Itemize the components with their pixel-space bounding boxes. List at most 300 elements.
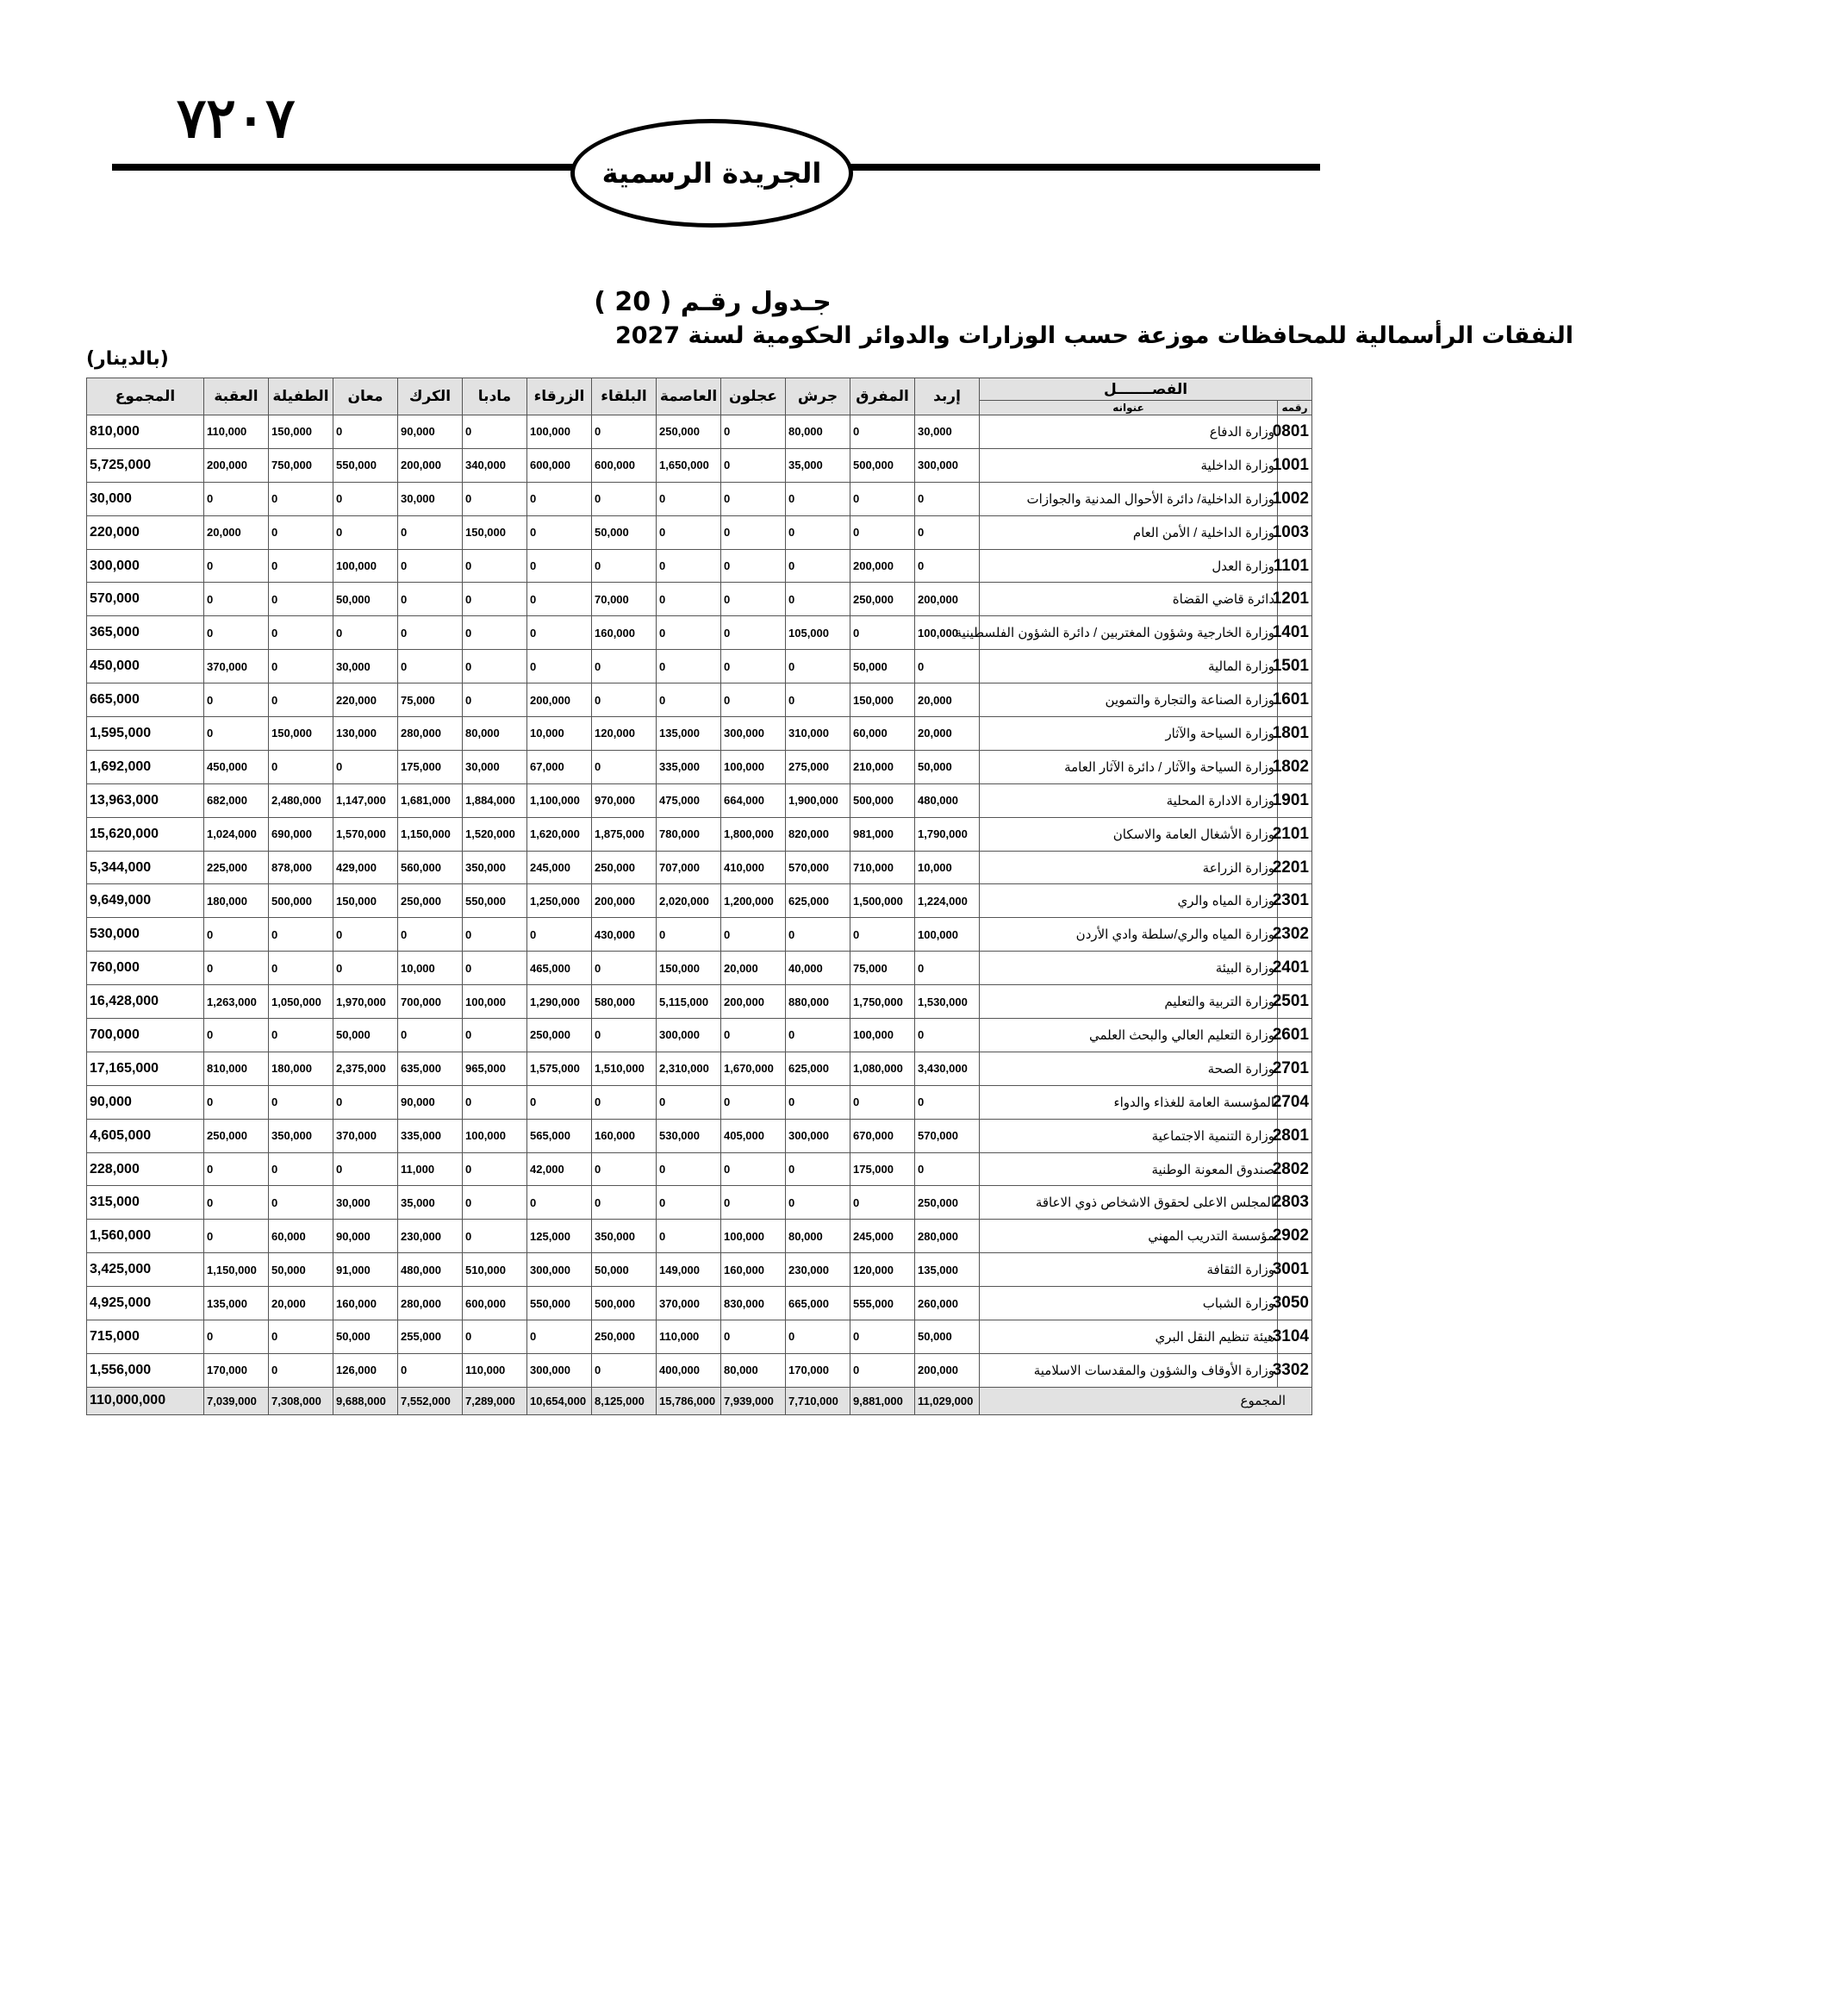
publication-name: الجريدة الرسمية — [570, 119, 853, 228]
value-cell: 780,000 — [657, 817, 721, 851]
total-cell: 10,654,000 — [527, 1387, 592, 1414]
value-cell: 0 — [463, 583, 527, 616]
value-cell: 1,200,000 — [721, 884, 786, 918]
value-cell: 335,000 — [657, 750, 721, 783]
value-cell: 11,000 — [398, 1152, 463, 1186]
row-code: 1501 — [1278, 650, 1312, 683]
row-total: 760,000 — [87, 952, 204, 985]
value-cell: 0 — [592, 1152, 657, 1186]
value-cell: 550,000 — [527, 1287, 592, 1320]
row-name: وزارة الشباب — [980, 1287, 1278, 1320]
value-cell: 1,800,000 — [721, 817, 786, 851]
value-cell: 3,430,000 — [915, 1052, 980, 1085]
row-name: مؤسسة التدريب المهني — [980, 1220, 1278, 1253]
value-cell: 0 — [657, 918, 721, 952]
value-cell: 275,000 — [786, 750, 850, 783]
table-row — [87, 515, 1312, 549]
value-cell: 0 — [850, 415, 915, 449]
value-cell: 280,000 — [398, 1287, 463, 1320]
value-cell: 20,000 — [204, 515, 269, 549]
row-total: 700,000 — [87, 1019, 204, 1052]
table-row — [87, 616, 1312, 650]
value-cell: 0 — [398, 650, 463, 683]
value-cell: 0 — [527, 1085, 592, 1119]
value-cell: 0 — [850, 1320, 915, 1354]
row-name: المجلس الاعلى لحقوق الاشخاص ذوي الاعاقة — [980, 1186, 1278, 1220]
value-cell: 0 — [463, 1320, 527, 1354]
value-cell: 0 — [721, 448, 786, 482]
header-chapter: الفصـــــــل — [980, 378, 1312, 401]
value-cell: 0 — [463, 415, 527, 449]
row-code: 2803 — [1278, 1186, 1312, 1220]
value-cell: 0 — [592, 650, 657, 683]
table-row — [87, 448, 1312, 482]
row-name: وزارة الأوقاف والشؤون والمقدسات الاسلامية — [980, 1353, 1278, 1387]
value-cell: 370,000 — [333, 1119, 398, 1152]
row-name: وزارة المالية — [980, 650, 1278, 683]
table-row — [87, 415, 1312, 449]
row-code: 2802 — [1278, 1152, 1312, 1186]
header-total: المجموع — [87, 378, 204, 415]
value-cell: 0 — [592, 482, 657, 515]
header-governorate: المفرق — [850, 378, 915, 415]
value-cell: 75,000 — [850, 952, 915, 985]
value-cell: 500,000 — [850, 448, 915, 482]
row-name: صندوق المعونة الوطنية — [980, 1152, 1278, 1186]
value-cell: 550,000 — [333, 448, 398, 482]
header-governorate: العقبة — [204, 378, 269, 415]
row-code: 2201 — [1278, 851, 1312, 884]
value-cell: 0 — [786, 1152, 850, 1186]
value-cell: 0 — [204, 1019, 269, 1052]
value-cell: 500,000 — [269, 884, 333, 918]
value-cell: 0 — [463, 952, 527, 985]
header-governorate: البلقاء — [592, 378, 657, 415]
value-cell: 170,000 — [204, 1353, 269, 1387]
value-cell: 1,150,000 — [398, 817, 463, 851]
row-total: 665,000 — [87, 683, 204, 717]
value-cell: 0 — [463, 1220, 527, 1253]
value-cell: 250,000 — [398, 884, 463, 918]
value-cell: 0 — [657, 616, 721, 650]
value-cell: 0 — [721, 1019, 786, 1052]
table-row — [87, 1186, 1312, 1220]
value-cell: 1,575,000 — [527, 1052, 592, 1085]
value-cell: 80,000 — [721, 1353, 786, 1387]
row-name: هيئة تنظيم النقل البري — [980, 1320, 1278, 1354]
value-cell: 135,000 — [915, 1253, 980, 1287]
value-cell: 0 — [527, 650, 592, 683]
value-cell: 1,510,000 — [592, 1052, 657, 1085]
value-cell: 50,000 — [333, 583, 398, 616]
value-cell: 0 — [204, 1320, 269, 1354]
value-cell: 0 — [463, 683, 527, 717]
table-row — [87, 1152, 1312, 1186]
value-cell: 50,000 — [269, 1253, 333, 1287]
header-name: عنوانه — [980, 401, 1278, 415]
row-name: المؤسسة العامة للغذاء والدواء — [980, 1085, 1278, 1119]
row-total: 810,000 — [87, 415, 204, 449]
value-cell: 0 — [333, 918, 398, 952]
value-cell: 30,000 — [463, 750, 527, 783]
value-cell: 120,000 — [592, 717, 657, 751]
row-name: وزارة البيئة — [980, 952, 1278, 985]
row-code: 2701 — [1278, 1052, 1312, 1085]
value-cell: 200,000 — [398, 448, 463, 482]
value-cell: 710,000 — [850, 851, 915, 884]
value-cell: 160,000 — [333, 1287, 398, 1320]
value-cell: 500,000 — [592, 1287, 657, 1320]
row-code: 3104 — [1278, 1320, 1312, 1354]
value-cell: 280,000 — [915, 1220, 980, 1253]
value-cell: 0 — [333, 952, 398, 985]
value-cell: 0 — [850, 1353, 915, 1387]
value-cell: 1,520,000 — [463, 817, 527, 851]
value-cell: 70,000 — [592, 583, 657, 616]
header-governorate: إربد — [915, 378, 980, 415]
value-cell: 200,000 — [527, 683, 592, 717]
value-cell: 10,000 — [527, 717, 592, 751]
value-cell: 120,000 — [850, 1253, 915, 1287]
row-total: 13,963,000 — [87, 783, 204, 817]
value-cell: 0 — [204, 683, 269, 717]
value-cell: 50,000 — [915, 750, 980, 783]
table-row — [87, 482, 1312, 515]
value-cell: 60,000 — [850, 717, 915, 751]
value-cell: 200,000 — [915, 1353, 980, 1387]
row-total: 30,000 — [87, 482, 204, 515]
value-cell: 0 — [786, 515, 850, 549]
value-cell: 0 — [786, 683, 850, 717]
value-cell: 0 — [657, 1085, 721, 1119]
row-name: وزارة السياحة والآثار / دائرة الآثار العامة — [980, 750, 1278, 783]
value-cell: 1,080,000 — [850, 1052, 915, 1085]
value-cell: 0 — [527, 549, 592, 583]
table-row — [87, 985, 1312, 1019]
value-cell: 0 — [204, 952, 269, 985]
value-cell: 0 — [786, 918, 850, 952]
value-cell: 0 — [657, 1186, 721, 1220]
value-cell: 340,000 — [463, 448, 527, 482]
table-row — [87, 650, 1312, 683]
value-cell: 80,000 — [786, 1220, 850, 1253]
value-cell: 0 — [527, 583, 592, 616]
value-cell: 245,000 — [850, 1220, 915, 1253]
value-cell: 0 — [850, 918, 915, 952]
value-cell: 0 — [269, 549, 333, 583]
value-cell: 0 — [333, 415, 398, 449]
value-cell: 67,000 — [527, 750, 592, 783]
row-total: 5,344,000 — [87, 851, 204, 884]
value-cell: 665,000 — [786, 1287, 850, 1320]
value-cell: 35,000 — [398, 1186, 463, 1220]
value-cell: 750,000 — [269, 448, 333, 482]
value-cell: 90,000 — [398, 1085, 463, 1119]
value-cell: 149,000 — [657, 1253, 721, 1287]
value-cell: 335,000 — [398, 1119, 463, 1152]
total-cell: 9,881,000 — [850, 1387, 915, 1414]
value-cell: 0 — [657, 482, 721, 515]
row-total: 9,649,000 — [87, 884, 204, 918]
row-name: وزارة الصناعة والتجارة والتموين — [980, 683, 1278, 717]
table-body — [87, 415, 1312, 1388]
value-cell: 370,000 — [204, 650, 269, 683]
value-cell: 50,000 — [333, 1019, 398, 1052]
value-cell: 0 — [592, 1186, 657, 1220]
value-cell: 1,570,000 — [333, 817, 398, 851]
value-cell: 105,000 — [786, 616, 850, 650]
value-cell: 0 — [527, 616, 592, 650]
value-cell: 480,000 — [915, 783, 980, 817]
unit-label: (بالدينار) — [86, 348, 169, 370]
value-cell: 0 — [269, 482, 333, 515]
value-cell: 1,790,000 — [915, 817, 980, 851]
value-cell: 100,000 — [915, 918, 980, 952]
value-cell: 20,000 — [915, 717, 980, 751]
total-cell: 15,786,000 — [657, 1387, 721, 1414]
value-cell: 625,000 — [786, 884, 850, 918]
value-cell: 0 — [850, 1186, 915, 1220]
value-cell: 0 — [721, 482, 786, 515]
row-name: وزارة السياحة والآثار — [980, 717, 1278, 751]
value-cell: 175,000 — [398, 750, 463, 783]
value-cell: 0 — [269, 683, 333, 717]
header-governorate: الزرقاء — [527, 378, 592, 415]
value-cell: 0 — [527, 1186, 592, 1220]
value-cell: 225,000 — [204, 851, 269, 884]
row-code: 1801 — [1278, 717, 1312, 751]
row-code: 1802 — [1278, 750, 1312, 783]
value-cell: 0 — [592, 549, 657, 583]
value-cell: 500,000 — [850, 783, 915, 817]
grand-total-cell: 110,000,000 — [87, 1387, 204, 1414]
value-cell: 150,000 — [269, 415, 333, 449]
value-cell: 50,000 — [592, 515, 657, 549]
row-total: 1,595,000 — [87, 717, 204, 751]
value-cell: 0 — [786, 1320, 850, 1354]
row-total: 300,000 — [87, 549, 204, 583]
value-cell: 0 — [463, 1019, 527, 1052]
table-row — [87, 1353, 1312, 1387]
value-cell: 0 — [269, 1320, 333, 1354]
table-subtitle: النفقات الرأسمالية للمحافظات موزعة حسب الوزارات والدوائر الحكومية لسنة 2027 — [614, 322, 1574, 349]
value-cell: 0 — [786, 1085, 850, 1119]
value-cell: 670,000 — [850, 1119, 915, 1152]
value-cell: 160,000 — [592, 616, 657, 650]
value-cell: 0 — [592, 415, 657, 449]
table-title: جـدول رقـم ( 20 ) — [594, 287, 832, 317]
value-cell: 0 — [269, 952, 333, 985]
value-cell: 0 — [657, 549, 721, 583]
value-cell: 0 — [204, 918, 269, 952]
value-cell: 250,000 — [592, 1320, 657, 1354]
value-cell: 280,000 — [398, 717, 463, 751]
value-cell: 0 — [657, 583, 721, 616]
row-name: وزارة التربية والتعليم — [980, 985, 1278, 1019]
value-cell: 1,670,000 — [721, 1052, 786, 1085]
value-cell: 880,000 — [786, 985, 850, 1019]
value-cell: 0 — [333, 515, 398, 549]
value-cell: 0 — [915, 549, 980, 583]
capital-expenditure-table — [86, 378, 1312, 1415]
value-cell: 10,000 — [398, 952, 463, 985]
value-cell: 664,000 — [721, 783, 786, 817]
value-cell: 580,000 — [592, 985, 657, 1019]
value-cell: 20,000 — [915, 683, 980, 717]
value-cell: 475,000 — [657, 783, 721, 817]
value-cell: 0 — [592, 750, 657, 783]
value-cell: 0 — [592, 1019, 657, 1052]
table-row — [87, 1052, 1312, 1085]
value-cell: 30,000 — [398, 482, 463, 515]
total-cell: 8,125,000 — [592, 1387, 657, 1414]
table-row — [87, 1085, 1312, 1119]
value-cell: 465,000 — [527, 952, 592, 985]
row-code: 2101 — [1278, 817, 1312, 851]
value-cell: 210,000 — [850, 750, 915, 783]
value-cell: 0 — [463, 1085, 527, 1119]
value-cell: 0 — [463, 1152, 527, 1186]
total-cell: 7,552,000 — [398, 1387, 463, 1414]
row-code: 3302 — [1278, 1353, 1312, 1387]
value-cell: 0 — [786, 650, 850, 683]
value-cell: 0 — [915, 952, 980, 985]
value-cell: 400,000 — [657, 1353, 721, 1387]
value-cell: 300,000 — [721, 717, 786, 751]
row-name: دائرة قاضي القضاة — [980, 583, 1278, 616]
value-cell: 1,884,000 — [463, 783, 527, 817]
value-cell: 80,000 — [786, 415, 850, 449]
table-row — [87, 1220, 1312, 1253]
value-cell: 0 — [786, 549, 850, 583]
table-row — [87, 817, 1312, 851]
value-cell: 175,000 — [850, 1152, 915, 1186]
value-cell: 480,000 — [398, 1253, 463, 1287]
value-cell: 100,000 — [721, 750, 786, 783]
value-cell: 0 — [463, 549, 527, 583]
total-cell: 7,939,000 — [721, 1387, 786, 1414]
row-total: 220,000 — [87, 515, 204, 549]
total-cell: 9,688,000 — [333, 1387, 398, 1414]
row-name: وزارة الصحة — [980, 1052, 1278, 1085]
row-total: 3,425,000 — [87, 1253, 204, 1287]
value-cell: 0 — [204, 482, 269, 515]
value-cell: 50,000 — [333, 1320, 398, 1354]
value-cell: 1,263,000 — [204, 985, 269, 1019]
header-governorate: الكرك — [398, 378, 463, 415]
value-cell: 0 — [269, 1085, 333, 1119]
value-cell: 429,000 — [333, 851, 398, 884]
value-cell: 405,000 — [721, 1119, 786, 1152]
row-name: وزارة العدل — [980, 549, 1278, 583]
value-cell: 80,000 — [463, 717, 527, 751]
value-cell: 135,000 — [657, 717, 721, 751]
value-cell: 430,000 — [592, 918, 657, 952]
value-cell: 570,000 — [786, 851, 850, 884]
value-cell: 230,000 — [786, 1253, 850, 1287]
value-cell: 1,147,000 — [333, 783, 398, 817]
value-cell: 0 — [915, 650, 980, 683]
value-cell: 0 — [915, 1152, 980, 1186]
value-cell: 100,000 — [463, 985, 527, 1019]
value-cell: 110,000 — [463, 1353, 527, 1387]
value-cell: 510,000 — [463, 1253, 527, 1287]
row-code: 1001 — [1278, 448, 1312, 482]
value-cell: 50,000 — [915, 1320, 980, 1354]
row-total: 315,000 — [87, 1186, 204, 1220]
value-cell: 1,681,000 — [398, 783, 463, 817]
table-row — [87, 750, 1312, 783]
value-cell: 2,310,000 — [657, 1052, 721, 1085]
value-cell: 0 — [333, 616, 398, 650]
total-cell: 7,308,000 — [269, 1387, 333, 1414]
value-cell: 0 — [721, 616, 786, 650]
row-name: وزارة التنمية الاجتماعية — [980, 1119, 1278, 1152]
value-cell: 1,620,000 — [527, 817, 592, 851]
page-number: ٧٢٠٧ — [177, 86, 296, 151]
value-cell: 200,000 — [592, 884, 657, 918]
value-cell: 0 — [333, 1085, 398, 1119]
value-cell: 35,000 — [786, 448, 850, 482]
value-cell: 0 — [592, 683, 657, 717]
value-cell: 250,000 — [592, 851, 657, 884]
row-total: 90,000 — [87, 1085, 204, 1119]
row-code: 1401 — [1278, 616, 1312, 650]
value-cell: 42,000 — [527, 1152, 592, 1186]
value-cell: 160,000 — [592, 1119, 657, 1152]
value-cell: 0 — [721, 549, 786, 583]
value-cell: 0 — [398, 1019, 463, 1052]
value-cell: 830,000 — [721, 1287, 786, 1320]
value-cell: 0 — [527, 482, 592, 515]
value-cell: 0 — [721, 515, 786, 549]
row-total: 1,692,000 — [87, 750, 204, 783]
table-row — [87, 918, 1312, 952]
value-cell: 91,000 — [333, 1253, 398, 1287]
value-cell: 635,000 — [398, 1052, 463, 1085]
value-cell: 0 — [592, 1353, 657, 1387]
row-name: وزارة الداخلية — [980, 448, 1278, 482]
row-code: 2601 — [1278, 1019, 1312, 1052]
value-cell: 0 — [463, 616, 527, 650]
value-cell: 0 — [592, 952, 657, 985]
value-cell: 150,000 — [463, 515, 527, 549]
value-cell: 180,000 — [204, 884, 269, 918]
value-cell: 0 — [269, 1186, 333, 1220]
value-cell: 565,000 — [527, 1119, 592, 1152]
row-total: 17,165,000 — [87, 1052, 204, 1085]
value-cell: 700,000 — [398, 985, 463, 1019]
value-cell: 1,290,000 — [527, 985, 592, 1019]
value-cell: 0 — [463, 482, 527, 515]
value-cell: 555,000 — [850, 1287, 915, 1320]
value-cell: 30,000 — [333, 650, 398, 683]
value-cell: 0 — [269, 616, 333, 650]
header-governorate: عجلون — [721, 378, 786, 415]
table-row — [87, 1320, 1312, 1354]
value-cell: 75,000 — [398, 683, 463, 717]
header-governorate: جرش — [786, 378, 850, 415]
value-cell: 820,000 — [786, 817, 850, 851]
value-cell: 230,000 — [398, 1220, 463, 1253]
value-cell: 0 — [269, 750, 333, 783]
value-cell: 300,000 — [915, 448, 980, 482]
value-cell: 0 — [527, 1320, 592, 1354]
value-cell: 0 — [333, 1152, 398, 1186]
value-cell: 878,000 — [269, 851, 333, 884]
value-cell: 110,000 — [204, 415, 269, 449]
value-cell: 0 — [850, 616, 915, 650]
